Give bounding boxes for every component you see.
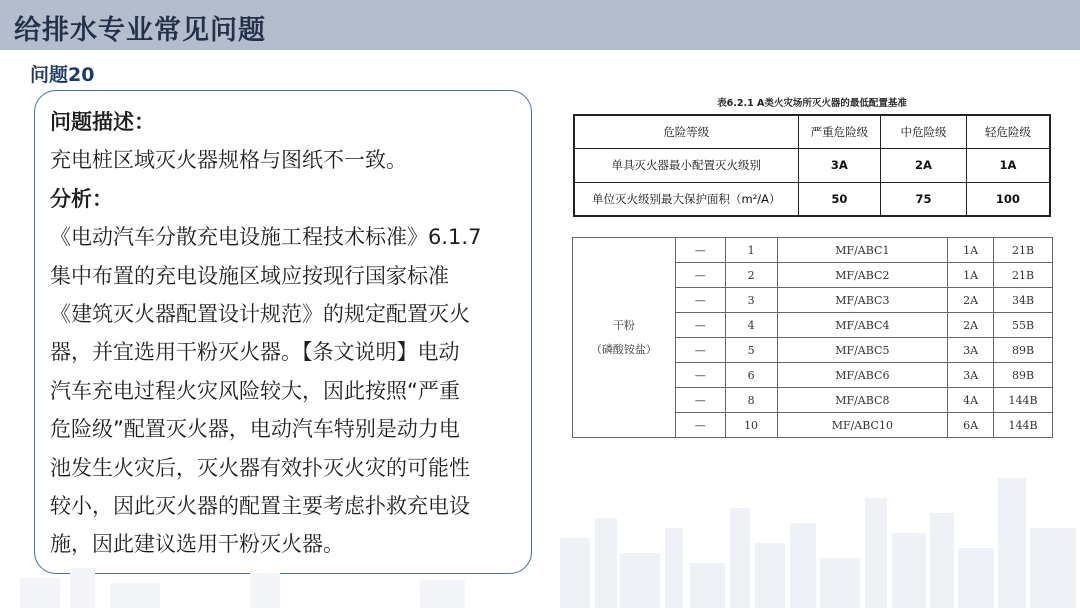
table-cell: 8 — [725, 388, 777, 413]
table-cell: 1A — [948, 263, 994, 288]
page-title: 给排水专业常见问题 — [14, 15, 266, 46]
analysis-line: 池发生火灾后，灭火器有效扑灭火灾的可能性 — [50, 455, 470, 480]
table-cell: 6 — [725, 363, 777, 388]
agent-type-label: 干粉 — [612, 318, 635, 332]
analysis-line: 危险级”配置灭火器，电动汽车特别是动力电 — [50, 417, 460, 442]
table-cell: 144B — [994, 388, 1053, 413]
header-bar — [0, 0, 1080, 50]
table-row — [574, 149, 1050, 182]
table-cell: MF/ABC2 — [777, 263, 948, 288]
description-text: 充电桩区域灭火器规格与图纸不一致。 — [50, 148, 407, 173]
table-cell: — — [675, 288, 725, 313]
table-cell: 4 — [725, 313, 777, 338]
description-content — [50, 103, 522, 564]
table-cell: 3 — [725, 288, 777, 313]
table-header-cell: 严重危险级 — [798, 115, 881, 149]
table-header-cell: 危险等级 — [574, 115, 798, 149]
table-cell: 100 — [966, 182, 1050, 216]
table-cell: MF/ABC1 — [777, 238, 948, 263]
analysis-line: 施，因此建议选用干粉灭火器。 — [50, 532, 344, 557]
table-cell: 144B — [994, 413, 1053, 438]
table-cell: 单具灭火器最小配置灭火级别 — [574, 149, 798, 182]
table-cell: 3A — [948, 338, 994, 363]
table-row — [574, 182, 1050, 216]
table-cell: 50 — [798, 182, 881, 216]
table-cell: 34B — [994, 288, 1053, 313]
analysis-line: 集中布置的充电设施区域应按现行国家标准 — [50, 263, 449, 288]
table-cell: 6A — [948, 413, 994, 438]
table-header-cell: 中危险级 — [881, 115, 967, 149]
table-cell: 89B — [994, 363, 1053, 388]
table-cell: 单位灭火级别最大保护面积（m²/A） — [574, 182, 798, 216]
table-cell: 1 — [725, 238, 777, 263]
analysis-line: 汽车充电过程火灾风险较大，因此按照“严重 — [50, 378, 460, 403]
table-cell: 4A — [948, 388, 994, 413]
table-cell: 21B — [994, 263, 1053, 288]
agent-type-sublabel: （磷酸铵盐） — [590, 342, 657, 356]
table-cell: — — [675, 413, 725, 438]
table-cell: 75 — [881, 182, 967, 216]
table-cell: — — [675, 263, 725, 288]
table-cell: MF/ABC4 — [777, 313, 948, 338]
table-cell: MF/ABC5 — [777, 338, 948, 363]
analysis-heading: 分析： — [50, 186, 113, 211]
table-cell: 2A — [948, 288, 994, 313]
analysis-line: 器，并宜选用干粉灭火器。【条文说明】电动 — [50, 340, 460, 365]
table-cell: 10 — [725, 413, 777, 438]
table-cell: — — [675, 388, 725, 413]
table-cell: 89B — [994, 338, 1053, 363]
rating-table — [573, 114, 1051, 217]
table-cell: 2A — [948, 313, 994, 338]
table-cell: 5 — [725, 338, 777, 363]
table-header-row — [574, 115, 1050, 149]
table-cell: 2 — [725, 263, 777, 288]
extinguisher-spec-table — [572, 237, 1053, 438]
table-cell: — — [675, 238, 725, 263]
table-cell: — — [675, 313, 725, 338]
table-cell: MF/ABC3 — [777, 288, 948, 313]
table-cell: 2A — [881, 149, 967, 182]
analysis-line: 《电动汽车分散充电设施工程技术标准》6.1.7 — [50, 225, 482, 250]
table-header-cell: 轻危险级 — [966, 115, 1050, 149]
agent-type-cell — [573, 238, 676, 438]
table-cell: — — [675, 338, 725, 363]
table-cell: — — [675, 363, 725, 388]
table-cell: 1A — [948, 238, 994, 263]
table-cell: 1A — [966, 149, 1050, 182]
table1-caption: 表6.2.1 A类火灾场所灭火器的最低配置基准 — [717, 98, 907, 109]
description-box — [34, 90, 532, 574]
analysis-line: 较小，因此灭火器的配置主要考虑扑救充电设 — [50, 494, 470, 519]
table-cell: 3A — [798, 149, 881, 182]
table-cell: 3A — [948, 363, 994, 388]
description-heading: 问题描述： — [50, 110, 155, 134]
table-cell: MF/ABC10 — [777, 413, 948, 438]
analysis-line: 《建筑灭火器配置设计规范》的规定配置灭火 — [50, 302, 470, 327]
table-row — [573, 238, 1053, 263]
table-cell: MF/ABC6 — [777, 363, 948, 388]
table-cell: MF/ABC8 — [777, 388, 948, 413]
table-cell: 21B — [994, 238, 1053, 263]
question-label: 问题20 — [30, 64, 95, 86]
table-cell: 55B — [994, 313, 1053, 338]
